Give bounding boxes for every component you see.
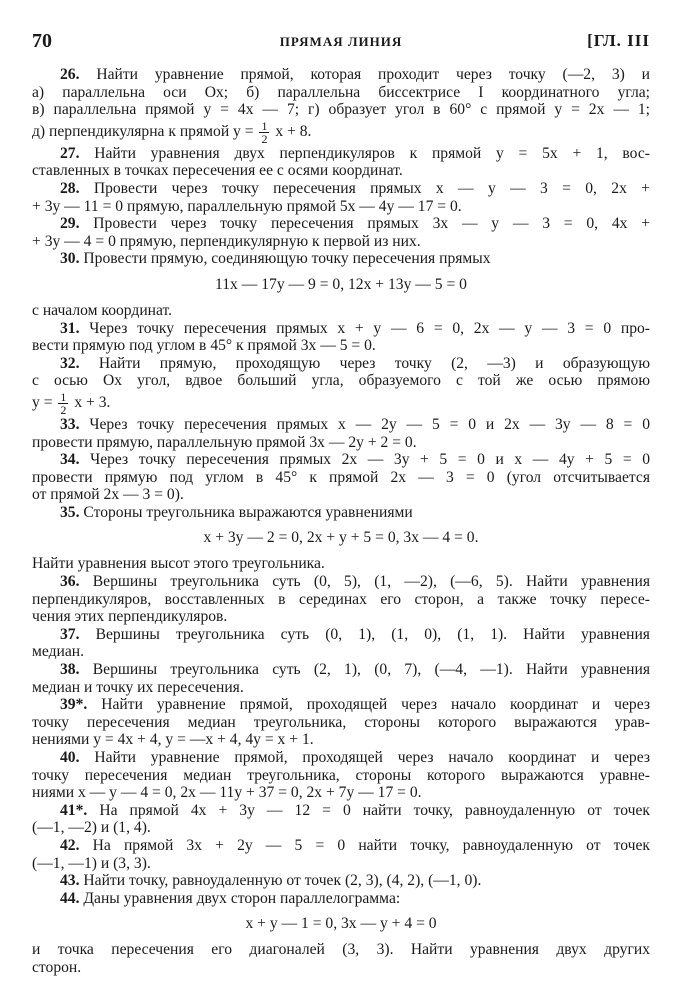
problem-text: точку пересечения медиан треугольника, стороны которого выражаются уравне-: [32, 766, 650, 784]
problem-number: 29.: [60, 215, 80, 233]
problem-text: Вершины треугольника суть (2, 1), (0, 7), (—4, —1). Найти уравнения: [92, 661, 650, 679]
problem-text: ставленных в точках пересечения ее с осями координат.: [32, 162, 403, 180]
problem-28: [32, 180, 650, 215]
problem-text: Стороны треугольника выражаются уравнениями: [83, 503, 413, 521]
problem-number: 32.: [60, 354, 80, 372]
problem-text: с осью Ox угол, вдвое больший угла, образуемого с той же осью прямою: [32, 372, 650, 390]
problem-number: 42.: [60, 836, 80, 854]
problem-33: [32, 416, 650, 451]
problem-text: + 3y — 4 = 0 прямую, перпендикулярную к первой из них.: [32, 232, 421, 250]
problem-number: 35.: [60, 503, 80, 521]
problem-text: Найти уравнение прямой, которая проходит через точку (—2, 3) и: [96, 66, 650, 83]
problem-34: [32, 451, 650, 504]
problem-number: 44.: [60, 889, 80, 907]
problem-text: Через точку пересечения прямых x + y — 6 = 0, 2x — y — 3 = 0 про-: [89, 319, 650, 337]
problem-text: Провести через точку пересечения прямых 3x — y — 3 = 0, 4x +: [93, 215, 650, 233]
problem-text: + 3y — 11 = 0 прямую, параллельную прямой 5x — 4y — 17 = 0.: [32, 197, 462, 215]
problem-number: 33.: [60, 415, 80, 433]
problem-text: Найти точку, равноудаленную от точек (2, 3), (4, 2), (—1, 0).: [83, 872, 482, 890]
problem-text: перпендикуляров, восставленных в серединах его сторон, а также точку пересе-: [32, 590, 650, 608]
problem-31: [32, 320, 650, 355]
problem-39: [32, 696, 650, 749]
problem-36: [32, 573, 650, 626]
problem-number: 40.: [60, 749, 80, 766]
problem-text: Найти уравнения двух перпендикуляров к прямой y = 5x + 1, вос-: [94, 144, 650, 162]
problem-27: [32, 145, 650, 180]
problem-text: и точка пересечения его диагоналей (3, 3). Найти уравнения двух других: [32, 941, 650, 959]
problem-number: 41*.: [60, 801, 88, 819]
fraction: $\frac{1}{2}$: [60, 389, 67, 416]
problem-number: 28.: [60, 179, 80, 197]
problem-43: [32, 872, 650, 890]
problem-list: [32, 66, 650, 977]
problem-text: Найти уравнение прямой, проходящей через начало координат и через: [101, 696, 650, 714]
problem-text: Даны уравнения двух сторон параллелограмма:: [83, 889, 401, 907]
problem-number: 36.: [60, 573, 80, 591]
problem-text: д) перпендикулярна к прямой y =: [32, 122, 254, 140]
problem-41: [32, 802, 650, 837]
running-title: ПРЯМАЯ ЛИНИЯ: [279, 34, 403, 49]
problem-text: Найти уравнение прямой, проходящей через начало координат и через: [94, 749, 650, 766]
page-header: [32, 30, 650, 54]
problem-text: На прямой 3x + 2y — 5 = 0 найти точку, равноудаленную от точек: [92, 836, 650, 854]
problem-text: Вершины треугольника суть (0, 5), (1, —2), (—6, 5). Найти уравнения: [92, 573, 650, 591]
problem-text: Через точку пересечения прямых 2x — 3y + 5 = 0 и x — 4y + 5 = 0: [90, 451, 650, 469]
problem-37: [32, 626, 650, 661]
problem-text: x + 3.: [74, 393, 111, 411]
problem-number: 43.: [60, 872, 80, 890]
problem-text: сторон.: [32, 958, 82, 976]
problem-29: [32, 215, 650, 250]
problem-text: x + 8.: [275, 122, 312, 140]
problem-44: [32, 890, 650, 977]
problem-text: y =: [32, 393, 53, 411]
problem-text: провести прямую, параллельную прямой 3x — 2y + 2 = 0.: [32, 433, 417, 451]
display-equation: 11x — 17y — 9 = 0, 12x + 13y — 5 = 0: [215, 275, 467, 293]
problem-text: медиан и точку их пересечения.: [32, 678, 244, 696]
page-number: 70: [32, 30, 52, 52]
problem-text: а) параллельна оси Ox; б) параллельна биссектрисе I координатного угла;: [32, 83, 650, 101]
problem-text: На прямой 4x + 3y — 12 = 0 найти точку, равноудаленную от точек: [99, 801, 650, 819]
problem-38: [32, 661, 650, 696]
problem-text: в) параллельна прямой y = 4x — 7; г) образует угол в 60° с прямой y = 2x — 1;: [32, 101, 650, 119]
problem-number: 30.: [60, 250, 80, 268]
problem-35: [32, 504, 650, 573]
problem-number: 34.: [60, 451, 80, 469]
problem-40: [32, 749, 650, 802]
fraction: $\frac{1}{2}$: [261, 118, 268, 145]
problem-text: (—1, —1) и (3, 3).: [32, 854, 151, 872]
problem-text: вести прямую под углом в 45° к прямой 3x — 5 = 0.: [32, 337, 376, 355]
problem-text: Найти прямую, проходящую через точку (2, —3) и образующую: [98, 354, 650, 372]
problem-number: 27.: [60, 144, 80, 162]
problem-number: 26.: [60, 66, 80, 83]
problem-text: чения этих перпендикуляров.: [32, 608, 228, 626]
problem-42: [32, 837, 650, 872]
problem-number: 39*.: [60, 696, 88, 714]
problem-number: 31.: [60, 319, 80, 337]
chapter-label: [ГЛ. III: [587, 31, 650, 50]
problem-text: Провести через точку пересечения прямых x — y — 3 = 0, 2x +: [93, 179, 650, 197]
problem-text: (—1, —2) и (1, 4).: [32, 819, 151, 837]
problem-text: Провести прямую, соединяющую точку пересечения прямых: [83, 250, 491, 268]
problem-text: нениями y = 4x + 4, y = —x + 4, 4y = x + 1.: [32, 731, 314, 749]
problem-text: Найти уравнения высот этого треугольника.: [32, 555, 325, 573]
problem-number: 38.: [60, 661, 80, 679]
display-equation: x + 3y — 2 = 0, 2x + y + 5 = 0, 3x — 4 = 0.: [203, 529, 479, 547]
problem-text: провести прямую под углом в 45° к прямой 2x — 3 = 0 (угол отсчитывается: [32, 468, 650, 486]
problem-text: точку пересечения медиан треугольника, стороны которого выражаются урав-: [32, 713, 650, 731]
problem-26: [32, 66, 650, 145]
problem-30: [32, 250, 650, 319]
problem-text: Вершины треугольника суть (0, 1), (1, 0), (1, 1). Найти уравнения: [95, 625, 650, 643]
problem-text: медиан.: [32, 643, 85, 661]
display-equation: x + y — 1 = 0, 3x — y + 4 = 0: [245, 915, 437, 933]
problem-text: Через точку пересечения прямых x — 2y — 5 = 0 и 2x — 3y — 8 = 0: [89, 415, 650, 433]
problem-number: 37.: [60, 625, 80, 643]
problem-text: от прямой 2x — 3 = 0).: [32, 486, 184, 504]
problem-text: ниями x — y — 4 = 0, 2x — 11y + 37 = 0, 2x + 7y — 17 = 0.: [32, 784, 422, 802]
problem-32: [32, 355, 650, 416]
problem-text: с началом координат.: [32, 301, 173, 319]
